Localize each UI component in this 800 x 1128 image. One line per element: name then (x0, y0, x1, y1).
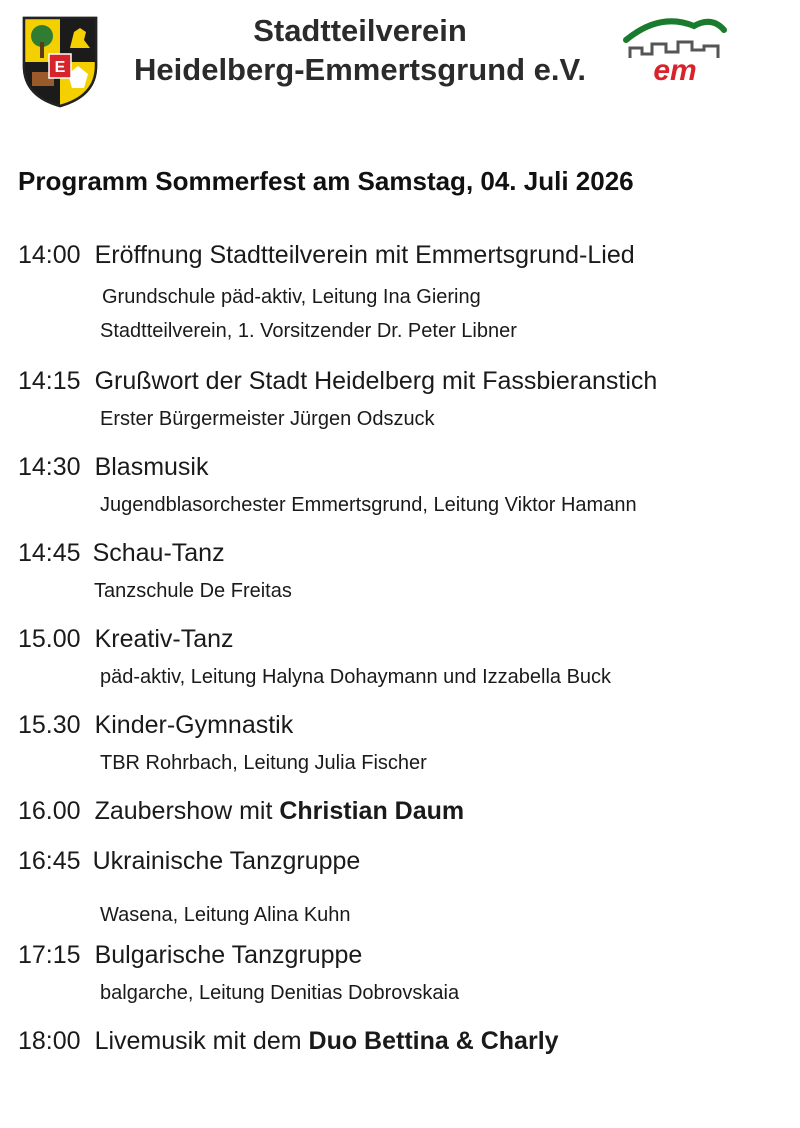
program-entry-heading (18, 846, 788, 876)
program-entry (18, 846, 788, 926)
program-act: Schau-Tanz (92, 539, 225, 567)
program-entry (18, 452, 788, 516)
program-act: Blasmusik (94, 453, 209, 481)
program-act: Grußwort der Stadt Heidelberg mit Fassbieranstich (94, 367, 658, 395)
program-performer: Erster Bürgermeister Jürgen Odszuck (100, 408, 435, 430)
coat-of-arms-logo (20, 14, 100, 108)
program-entry-heading (18, 624, 788, 654)
em-logo (620, 14, 730, 84)
program-entry (18, 1026, 788, 1056)
program-act: Eröffnung Stadtteilverein mit Emmertsgrund-Lied (94, 241, 635, 269)
em-logo-text: em (653, 54, 697, 84)
program-entry-heading (18, 796, 788, 826)
program-time: 15.30 (18, 711, 81, 739)
program-time: 16.00 (18, 797, 81, 825)
program-performer: päd-aktiv, Leitung Halyna Dohaymann und Izzabella Buck (100, 666, 612, 688)
program-time: 14:15 (18, 367, 81, 395)
program-act: Kinder-Gymnastik (94, 711, 294, 739)
organization-name (110, 12, 610, 90)
program-performer: Grundschule päd-aktiv, Leitung Ina Giering (102, 286, 481, 308)
program-performer: TBR Rohrbach, Leitung Julia Fischer (100, 752, 427, 774)
program-time: 14:45 (18, 539, 81, 567)
program-performer: balgarche, Leitung Denitias Dobrovskaia (100, 982, 460, 1004)
program-entry-heading (18, 240, 788, 270)
header (0, 0, 800, 120)
program-act: Zaubershow mit (94, 797, 280, 825)
program-entry (18, 940, 788, 1004)
program-time: 14:00 (18, 241, 81, 269)
program-time: 16:45 (18, 847, 81, 875)
program-entry-heading (18, 452, 788, 482)
program-act-highlight: Christian Daum (279, 797, 465, 825)
program-title: Programm Sommerfest am Samstag, 04. Juli 2026 (18, 166, 634, 196)
org-name-line2: Heidelberg-Emmertsgrund e.V. (134, 52, 586, 87)
program-entry (18, 538, 788, 602)
program-entry-heading (18, 366, 788, 396)
program-time: 18:00 (18, 1027, 81, 1055)
program-time: 15.00 (18, 625, 81, 653)
program-entry (18, 624, 788, 688)
program-act: Kreativ-Tanz (94, 625, 234, 653)
program-entry-heading (18, 538, 788, 568)
program-act: Bulgarische Tanzgruppe (94, 941, 363, 969)
program-entry-heading (18, 710, 788, 740)
program-act: Livemusik mit dem (94, 1027, 309, 1055)
org-name-line1: Stadtteilverein (253, 13, 467, 48)
program-performer: Jugendblasorchester Emmertsgrund, Leitung Viktor Hamann (100, 494, 637, 516)
program-time: 17:15 (18, 941, 81, 969)
crest-letter: E (54, 59, 66, 76)
program-act-highlight: Duo Bettina & Charly (308, 1027, 559, 1055)
program-performer: Wasena, Leitung Alina Kuhn (100, 904, 351, 926)
program-entry (18, 366, 788, 430)
program-performer: Tanzschule De Freitas (94, 580, 292, 602)
program-performer: Stadtteilverein, 1. Vorsitzender Dr. Peter Libner (100, 320, 517, 342)
program-entry (18, 710, 788, 774)
program-entry-heading (18, 1026, 788, 1056)
program-act: Ukrainische Tanzgruppe (92, 847, 361, 875)
program-time: 14:30 (18, 453, 81, 481)
program-entry (18, 796, 788, 826)
program-entry-heading (18, 940, 788, 970)
program-entry (18, 240, 788, 342)
